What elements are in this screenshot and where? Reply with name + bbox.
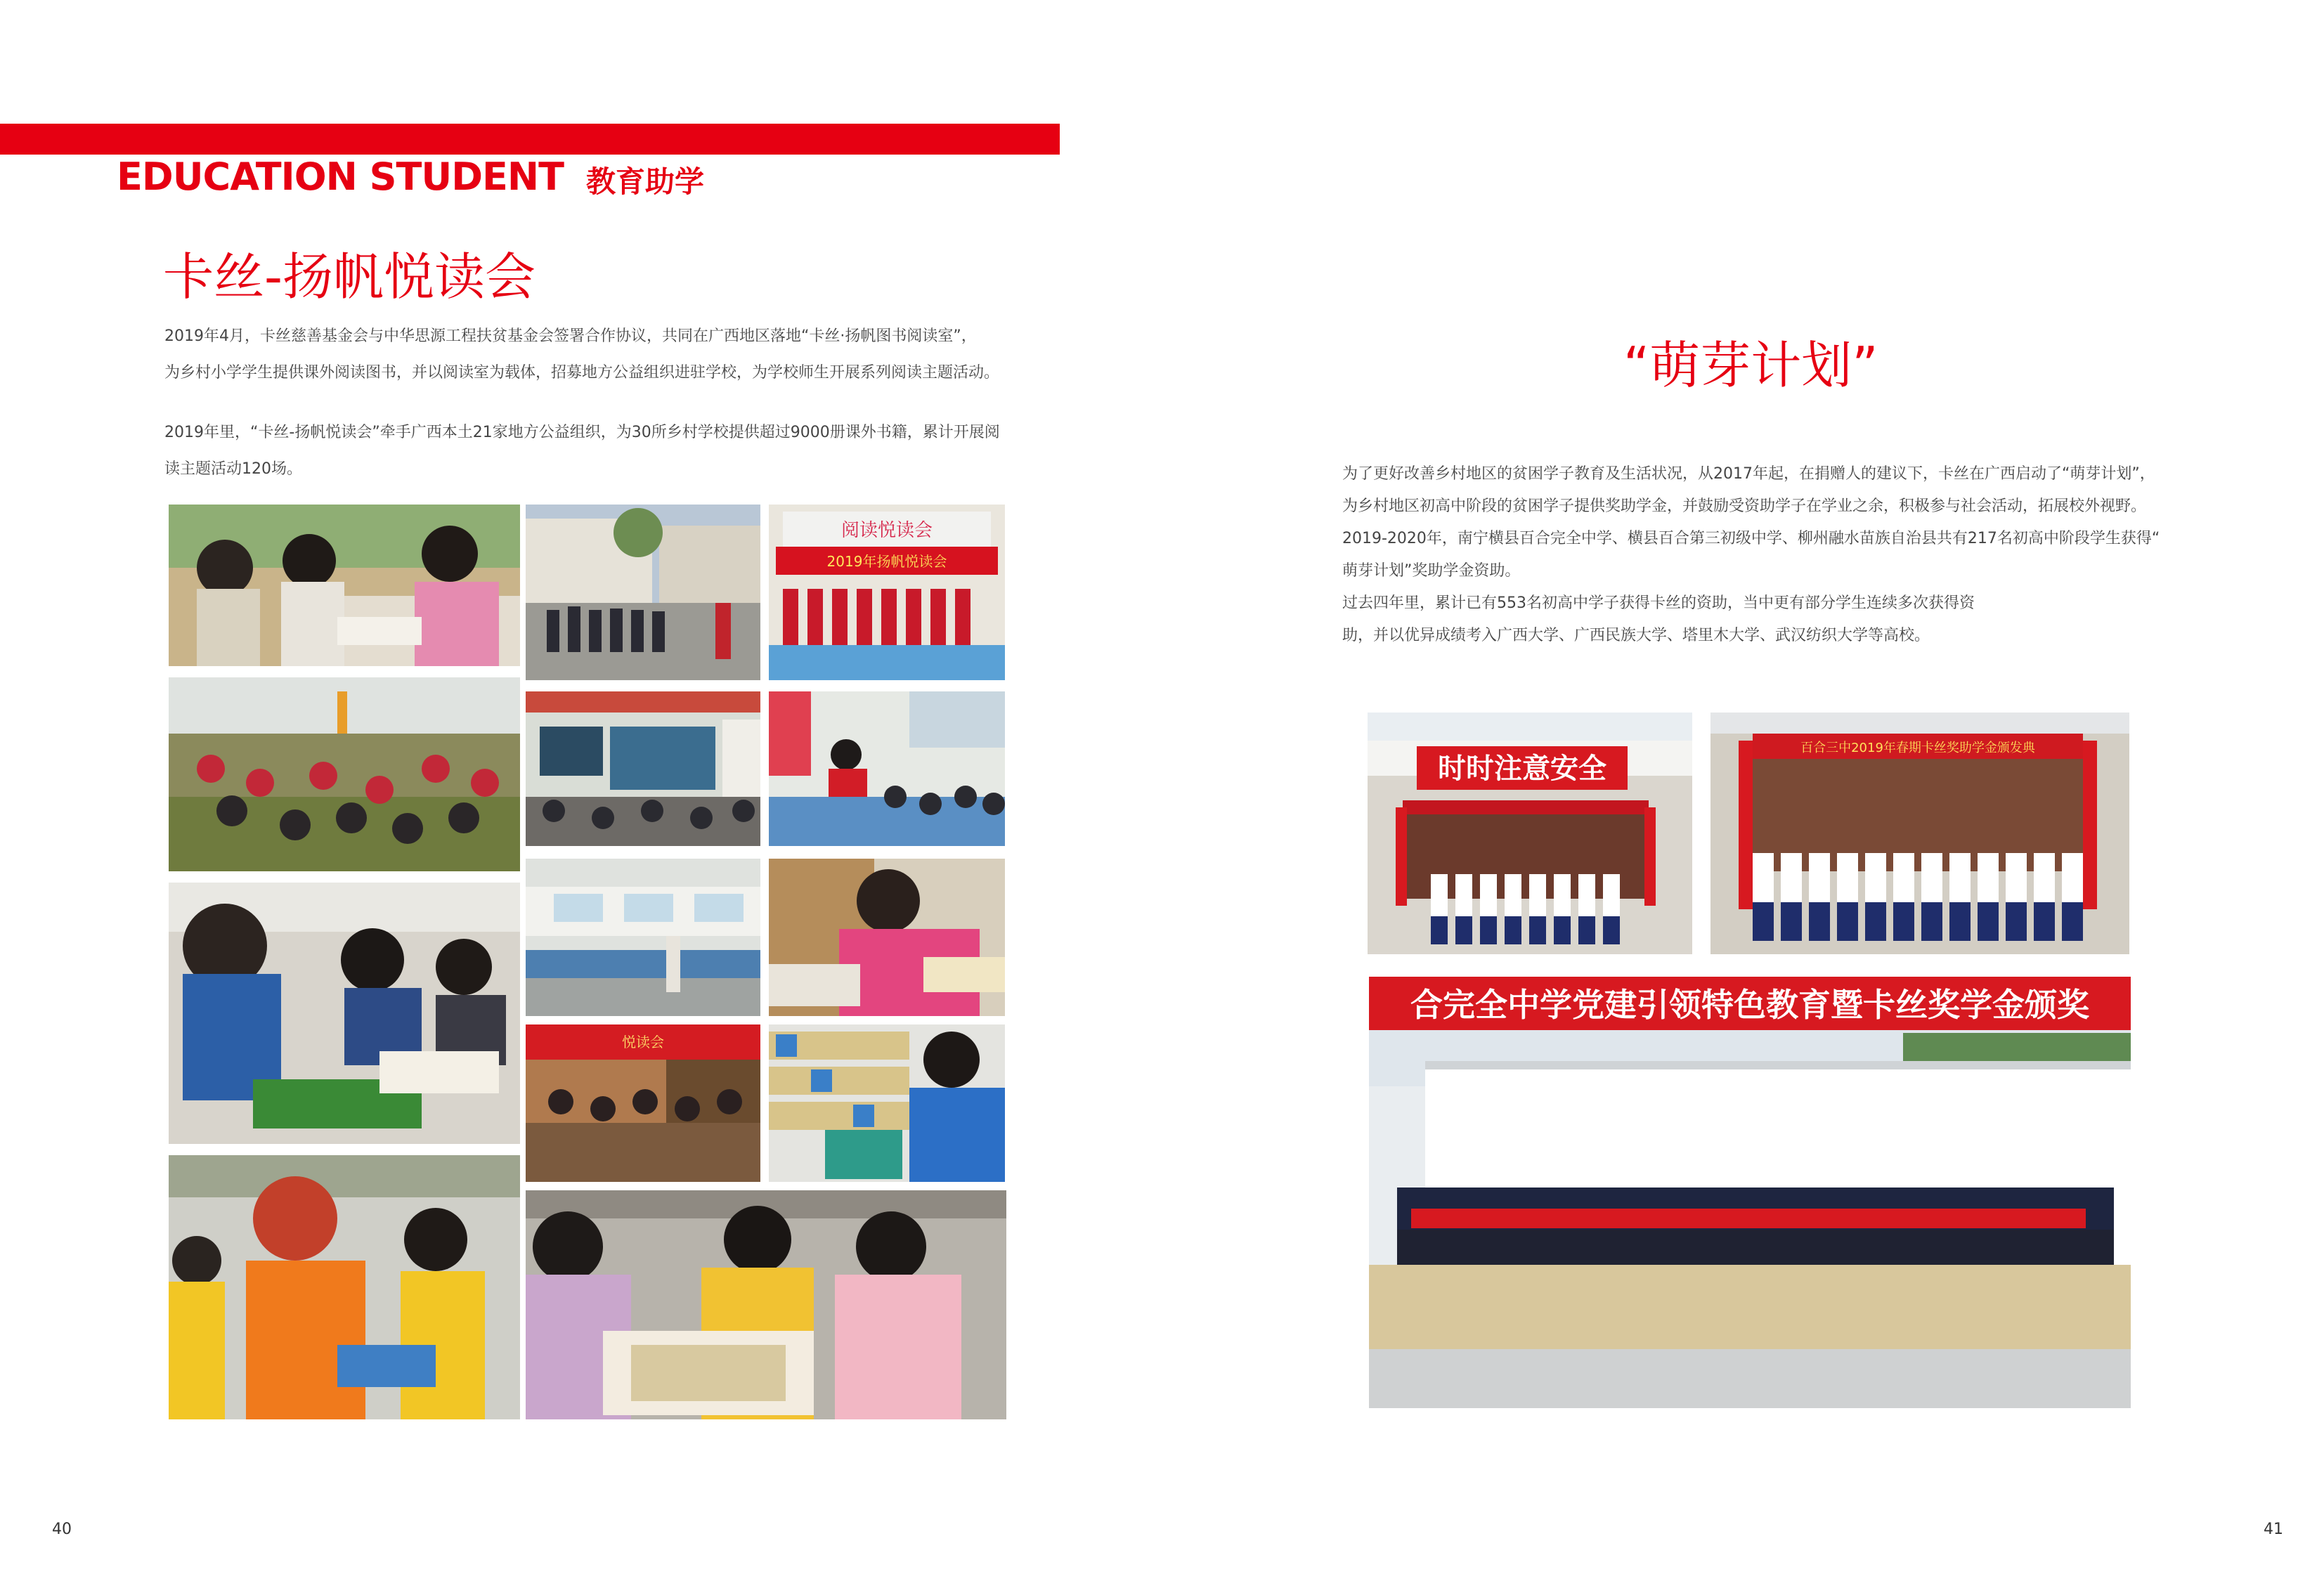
photo-reading-contest-banner xyxy=(769,505,1005,680)
left-p2-line-2: 读主题活动120场。 xyxy=(164,460,302,478)
photo-award-ceremony-group xyxy=(1710,713,2129,954)
right-line-4: 萌芽计划”奖助学金资助。 xyxy=(1342,562,1521,580)
left-paragraph-1 xyxy=(164,318,1022,391)
photo-outdoor-reading-circle xyxy=(169,677,520,871)
left-page-title: 卡丝-扬帆悦读会 xyxy=(163,247,535,306)
right-line-1: 为了更好改善乡村地区的贫困学子教育及生活状况，从2017年起，在捐赠人的建议下，卡丝在广西启动了“萌芽计划”， xyxy=(1342,465,2155,483)
award-banner-text: 百合三中2019年春期卡丝奖助学金颁发典 xyxy=(1800,741,2035,755)
photo-library-room xyxy=(526,859,760,1016)
left-p2-line-1: 2019年里，“卡丝-扬帆悦读会”牵手广西本土21家地方公益组织，为30所乡村学校提供超过9000册课外书籍，累计开展阅 xyxy=(164,424,1000,441)
section-title-cn: 教育助学 xyxy=(586,164,705,199)
right-paragraph xyxy=(1342,458,2186,652)
svg-text:悦读会: 悦读会 xyxy=(622,1034,664,1050)
photo-boys-reading-floor xyxy=(169,883,520,1144)
photo-volunteer-with-kids xyxy=(169,1155,520,1419)
right-line-3: 2019-2020年，南宁横县百合完全中学、横县百合第三初级中学、柳州融水苗族自治县共有217名初高中阶段学生获得“ xyxy=(1342,530,2160,547)
right-line-6: 助，并以优异成绩考入广西大学、广西民族大学、塔里木大学、武汉纺织大学等高校。 xyxy=(1342,627,1930,644)
stage-banner-text: 合完全中学党建引领特色教育暨卡丝奖学金颁奖 xyxy=(1410,986,2089,1024)
right-line-5: 过去四年里，累计已有553名初高中学子获得卡丝的资助，当中更有部分学生连续多次获得资 xyxy=(1342,594,1975,612)
right-page-title: “萌芽计划” xyxy=(1623,336,1878,395)
photo-boy-bookshelf xyxy=(769,1024,1005,1182)
right-line-2: 为乡村地区初高中阶段的贫困学子提供奖助学金，并鼓励受资助学子在学业之余，积极参与社会活动，拓展校外视野。 xyxy=(1342,497,2147,515)
left-p1-line-2: 为乡村小学学生提供课外阅读图书，并以阅读室为载体，招募地方公益组织进驻学校，为学校师生开展系列阅读主题活动。 xyxy=(164,364,1000,382)
photo-outdoor-game xyxy=(526,505,760,680)
page-number-left: 40 xyxy=(52,1521,72,1538)
contest-banner-text: 2019年扬帆悦读会 xyxy=(826,553,947,570)
header-red-bar xyxy=(0,124,1060,155)
section-title-en: EDUCATION STUDENT xyxy=(117,155,564,199)
photo-large-group-stage xyxy=(1369,977,2131,1408)
left-p1-line-1: 2019年4月，卡丝慈善基金会与中华思源工程扶贫基金会签署合作协议，共同在广西地区落地“卡丝·扬帆图书阅读室”， xyxy=(164,327,977,345)
photo-children-reading-desk xyxy=(169,505,520,666)
photo-girl-reading xyxy=(769,859,1005,1016)
photo-classroom-projector xyxy=(526,691,760,846)
photo-girls-reading-book xyxy=(526,1190,1006,1419)
page-number-right: 41 xyxy=(2264,1521,2283,1538)
svg-text:阅读悦读会: 阅读悦读会 xyxy=(840,520,933,541)
photo-reading-club-room xyxy=(526,1024,760,1182)
photo-school-gate-group xyxy=(1368,713,1692,954)
safety-sign-text: 时时注意安全 xyxy=(1438,753,1606,785)
left-paragraph-2 xyxy=(164,415,1022,488)
photo-classroom-volunteer xyxy=(769,691,1005,846)
